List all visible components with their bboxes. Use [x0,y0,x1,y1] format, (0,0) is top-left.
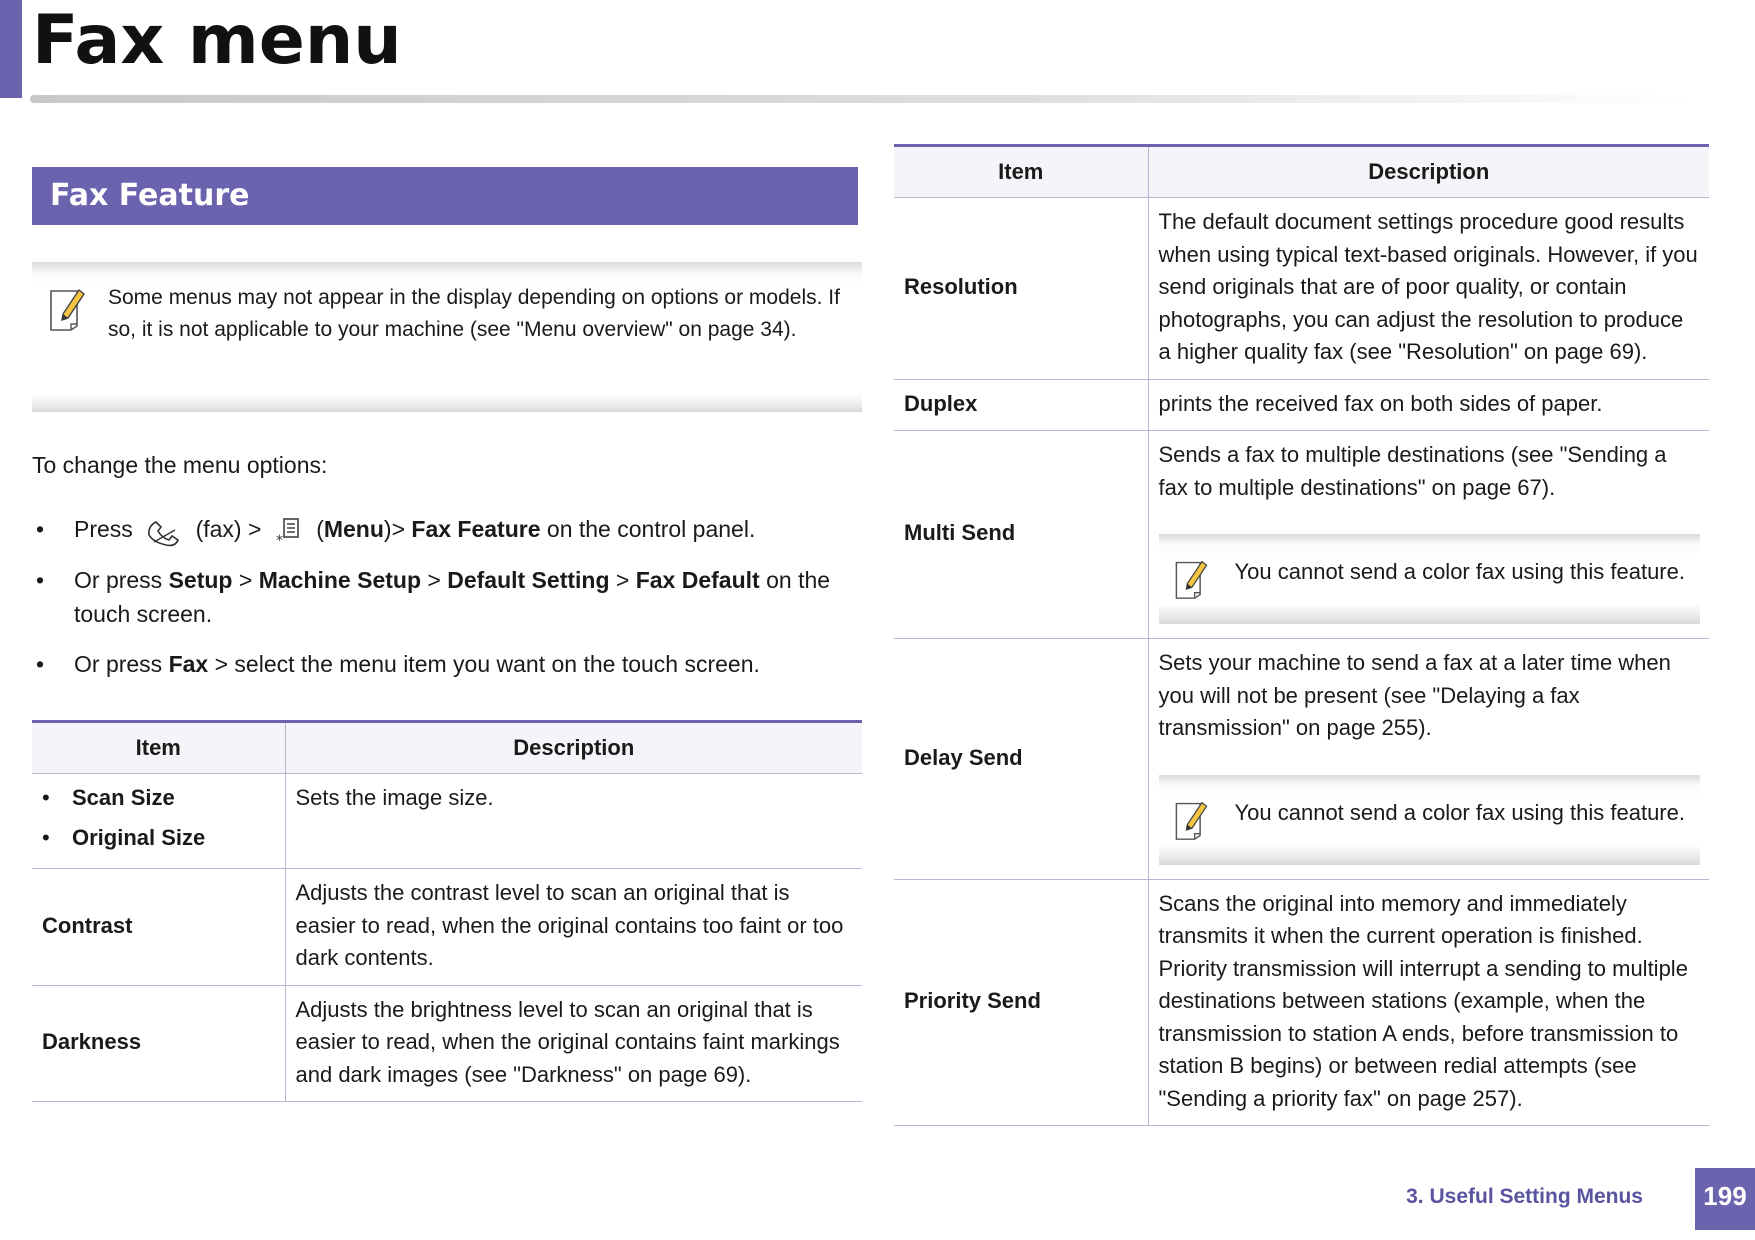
item-cell: Multi Send [894,431,1148,639]
column-header-description: Description [285,722,862,774]
column-header-item: Item [894,146,1148,198]
note-pencil-icon [48,286,86,332]
description-cell: Adjusts the contrast level to scan an original that is easier to read, when the original contains too faint or too dark contents. [285,869,862,986]
bullet: • [36,650,45,677]
svg-text:*: * [275,532,283,547]
item-cell: Resolution [894,198,1148,380]
page-number: 199 [1695,1168,1755,1230]
fax-feature-label: Fax Feature [411,516,541,542]
item-cell: Darkness [32,985,285,1102]
note-text: Some menus may not appear in the display depending on options or models. If so, it is not applicable to your machine (see "Menu overview" on page 34). [108,286,840,341]
description-cell: Sets the image size. [285,774,862,869]
note-box [1159,534,1701,624]
table-row [894,379,1709,431]
section-title: Fax Feature [32,167,858,225]
note-text: You cannot send a color fax using this feature. [1234,559,1685,584]
note-box [32,262,862,412]
fax-icon [145,515,183,547]
instruction-item: • Or press Setup > Machine Setup > Default Setting > Fax Default on the touch screen. [32,563,862,631]
note-pencil-icon [1173,558,1209,600]
column-header-description: Description [1148,146,1709,198]
item-cell: Duplex [894,379,1148,431]
column-header-item: Item [32,722,285,774]
title-divider [30,95,1690,103]
menu-label: Menu [323,516,384,542]
instruction-list [32,512,862,697]
right-menu-table [894,144,1709,1126]
instruction-item: • Or press Fax > select the menu item you want on the touch screen. [32,647,862,681]
list-item: • Scan Size [42,785,175,810]
note-text: You cannot send a color fax using this feature. [1234,799,1685,825]
bullet: • [36,516,45,542]
description-text: Sets your machine to send a fax at a later time when you will not be present (see "Delaying a fax transmission" on page 255). [1158,650,1671,740]
item-cell: Contrast [32,869,285,986]
item-cell: Delay Send [894,639,1148,880]
description-cell: Adjusts the brightness level to scan an original that is easier to read, when the original contains faint markings and dark images (see "Darkness" on page 69). [285,985,862,1102]
description-text: Sends a fax to multiple destinations (see "Sending a fax to multiple destinations" on page 67). [1158,442,1667,500]
left-menu-table [32,720,862,1102]
header-accent-bar [0,0,22,98]
intro-text: To change the menu options: [32,452,328,478]
description-cell: The default document settings procedure good results when using typical text-based originals. However, if you send originals that are of poor quality, or contain photographs, you can adjust the resolution to produce a higher quality fax (see "Resolution" on page 69). [1148,198,1709,380]
description-cell [1148,431,1709,639]
description-cell: prints the received fax on both sides of paper. [1148,379,1709,431]
default-setting-label: Default Setting [447,566,610,593]
bullet: • [36,566,45,593]
table-row [894,198,1709,380]
instruction-text: (fax) > [195,516,262,542]
instruction-item: • Press (fax) > * (Menu)> Fax Feature on the control panel. [32,512,862,547]
page-title: Fax menu [32,1,402,80]
item-cell [32,774,285,869]
chapter-label: 3. Useful Setting Menus [1406,1185,1643,1208]
fax-default-label: Fax Default [635,566,760,593]
menu-icon [274,515,304,547]
setup-label: Setup [168,566,233,593]
fax-label: Fax [168,650,209,677]
description-cell: Scans the original into memory and immediately transmits it when the current operation is finished. Priority transmission will interrupt a sending to multiple destinations between stations (example, when the transmission to station A ends, before transmission to station B begins) or between redial attempts (see "Sending a priority fax" on page 257). [1148,879,1709,1126]
note-pencil-icon [1173,799,1209,841]
description-cell [1148,639,1709,880]
table-row [32,869,862,986]
instruction-text: Press [74,516,133,542]
item-list [42,778,276,858]
machine-setup-label: Machine Setup [258,566,421,593]
note-box [1159,775,1701,865]
table-row [32,774,862,869]
table-row [32,985,862,1102]
table-row [894,639,1709,880]
table-row [894,431,1709,639]
item-cell: Priority Send [894,879,1148,1126]
table-row [894,879,1709,1126]
list-item: • Original Size [42,825,206,850]
